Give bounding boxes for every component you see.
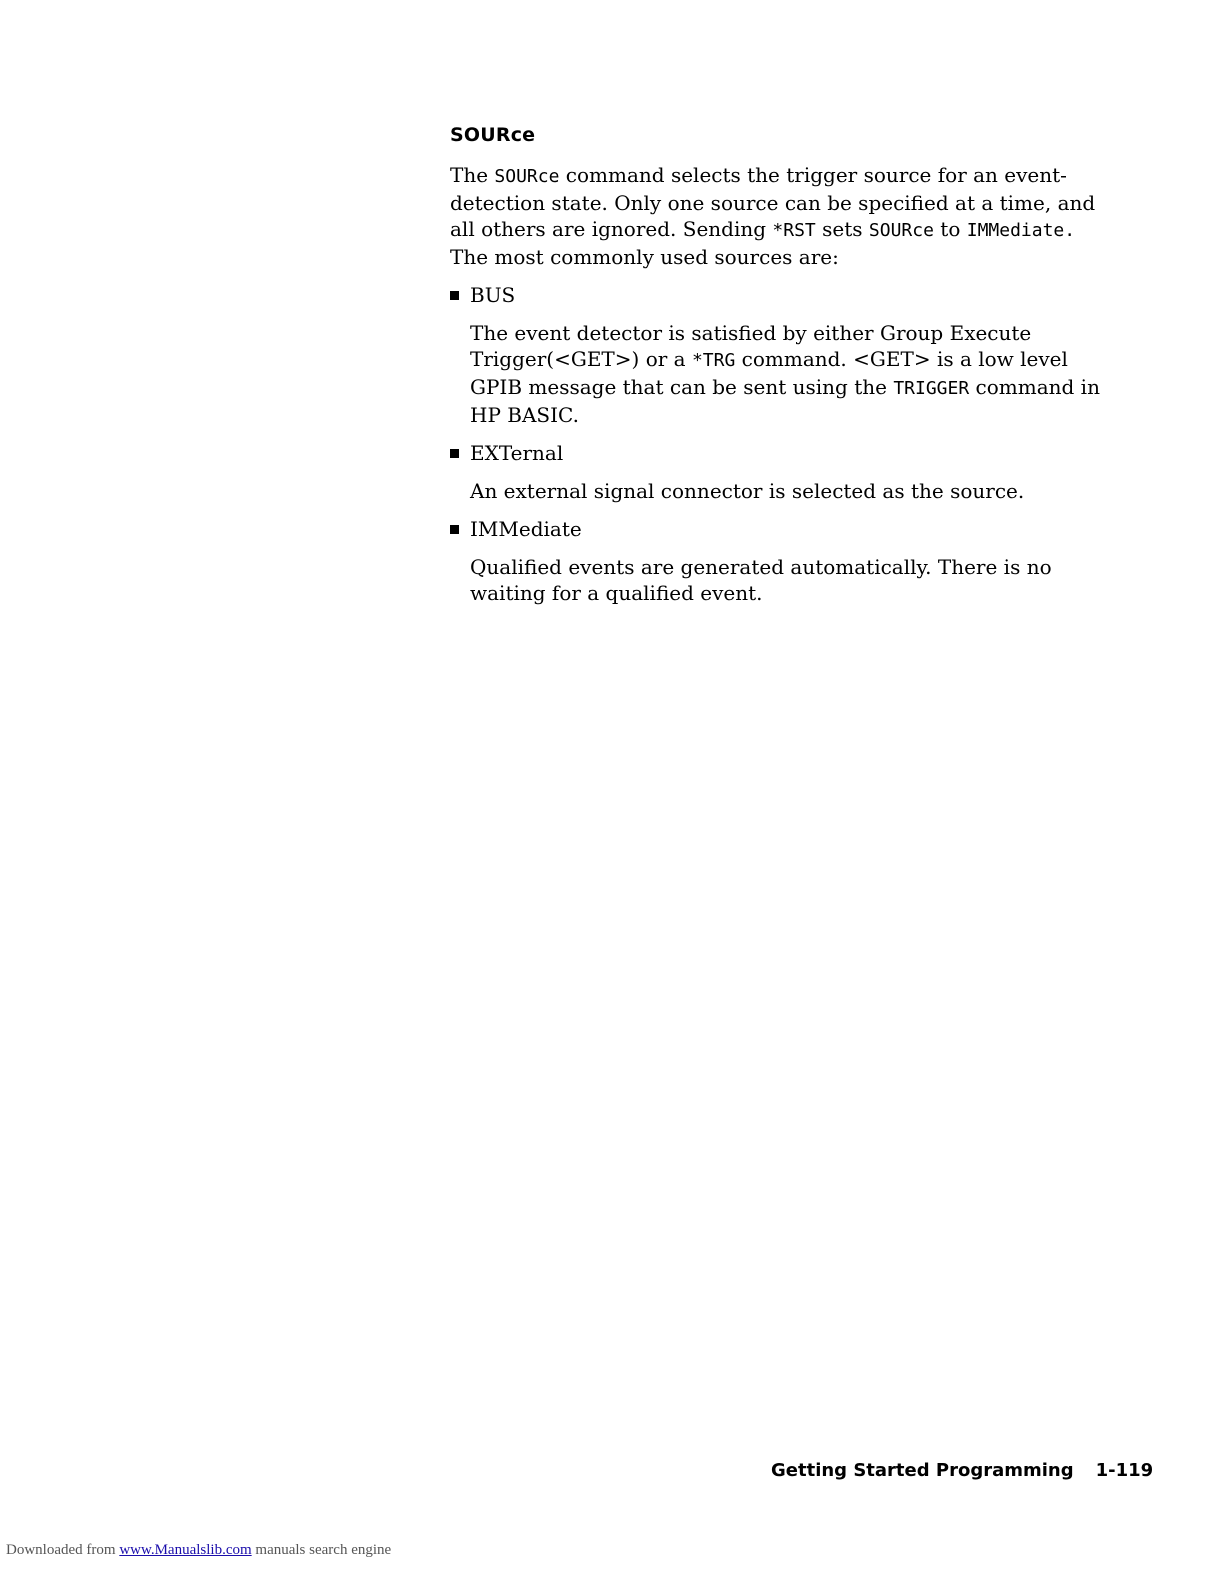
document-body: [450, 124, 1110, 618]
code-immediate: IMMediate.: [966, 220, 1076, 241]
download-notice: [6, 1542, 391, 1559]
code-source: SOURce: [494, 166, 560, 187]
square-bullet-icon: [450, 449, 459, 458]
list-item-bus: [450, 282, 1110, 308]
square-bullet-icon: [450, 525, 459, 534]
list-item-description: An external signal connector is selected as the source.: [470, 479, 1025, 503]
download-prefix: Downloaded from: [6, 1542, 120, 1558]
page-number: 1-119: [1095, 1460, 1154, 1481]
list-item-immediate: [450, 516, 1110, 542]
list-item-label: BUS: [470, 283, 516, 307]
intro-text-1: The: [450, 163, 495, 187]
list-item-external: [450, 440, 1110, 466]
code-source-2: SOURce: [868, 220, 934, 241]
intro-text-5: The most commonly used sources are:: [450, 245, 839, 269]
code-trg: *TRG: [691, 350, 736, 371]
code-rst: *RST: [772, 220, 816, 241]
square-bullet-icon: [450, 291, 459, 300]
section-heading: SOURce: [450, 124, 536, 146]
list-item-label: IMMediate: [470, 517, 582, 541]
list-item-description: Qualified events are generated automatically. There is no waiting for a qualified event.: [470, 555, 1052, 605]
bus-desc-2: command. <GET> is a low level GPIB message that can be sent using the: [470, 347, 1068, 399]
list-item-label: EXTernal: [470, 441, 564, 465]
bus-desc-3: command in HP BASIC.: [470, 375, 1100, 427]
intro-text-4: to: [933, 217, 967, 241]
download-suffix: manuals search engine: [251, 1542, 392, 1558]
manualslib-link[interactable]: www.Manualslib.com: [119, 1542, 252, 1558]
intro-paragraph: [450, 162, 1110, 270]
chapter-title: Getting Started Programming: [771, 1460, 1074, 1481]
code-trigger: TRIGGER: [893, 378, 970, 399]
page-footer: [771, 1460, 1153, 1481]
bus-desc-1: The event detector is satisfied by either Group Execute Trigger(<GET>) or a: [470, 321, 1032, 371]
intro-text-2: command selects the trigger source for an event-detection state. Only one source can be specified at a time, and all others are ignored. Sending: [450, 163, 1096, 241]
intro-text-3: sets: [815, 217, 869, 241]
list-item-description: [470, 320, 1110, 428]
